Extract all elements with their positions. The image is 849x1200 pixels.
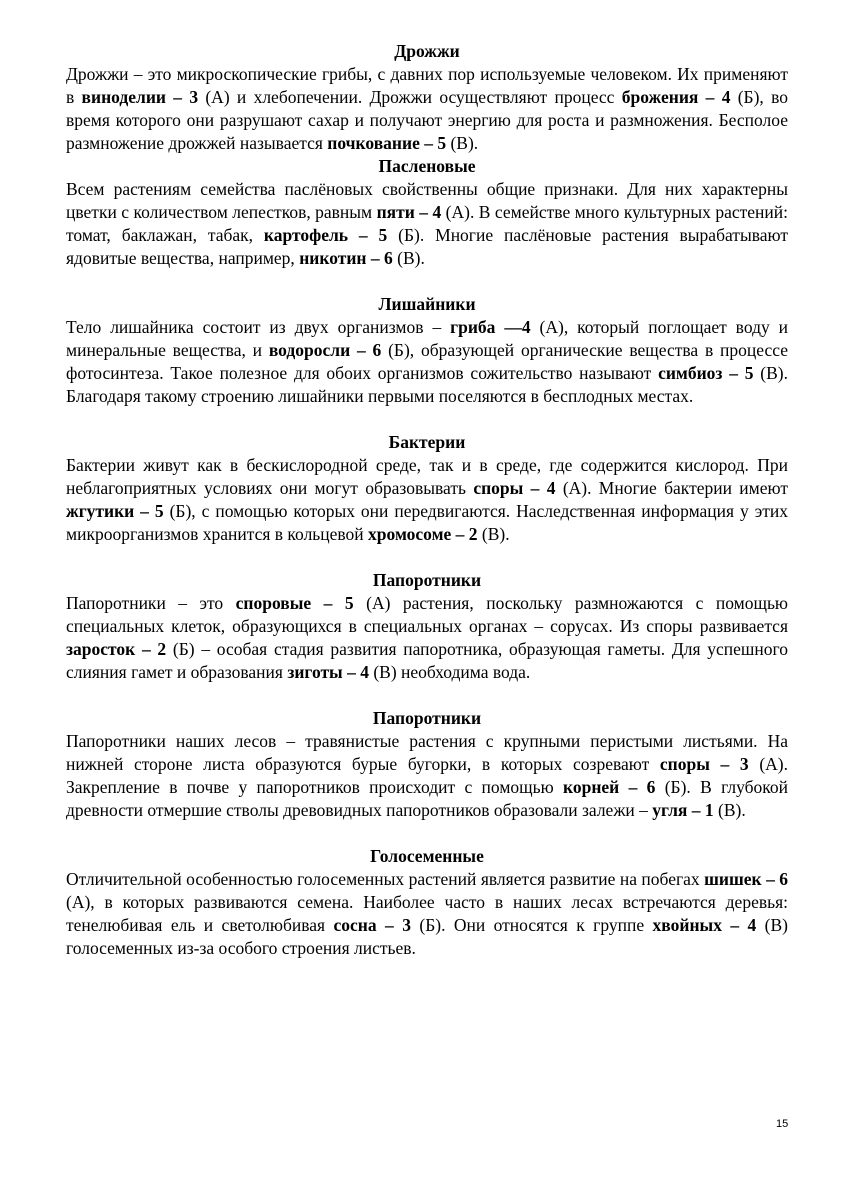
section-title: Дрожжи	[394, 41, 460, 61]
section-solanaceae	[66, 155, 788, 270]
section-gymnosperms	[66, 845, 788, 960]
section-ferns-1	[66, 569, 788, 684]
bold-term: угля – 1	[652, 800, 714, 820]
text-run: Тело лишайника состоит из двух организмов –	[66, 317, 451, 337]
section-lichens	[66, 293, 788, 408]
page-number: 15	[776, 1118, 789, 1130]
bold-term: шишек – 6	[704, 869, 789, 889]
text-run: (Б), с помощью которых они передвигаются. Наследственная информация у этих микроорганизмов хранится в кольцевой	[66, 501, 788, 544]
text-run: (А), который поглощает воду и минеральные вещества, и	[66, 317, 789, 360]
bold-term: брожения – 4	[621, 87, 731, 107]
text-run: (В). Благодаря такому строению лишайники первыми поселяются в бесплодных местах.	[66, 363, 788, 406]
text-run: Отличительной особенностью голосеменных растений является развитие на побегах	[66, 869, 705, 889]
text-run: Папоротники наших лесов – травянистые растения с крупными перистыми листьями. На нижней стороне листа образуются бурые бугорки, в которых созревают	[66, 731, 788, 774]
bold-term: споровые – 5	[235, 593, 354, 613]
section-text	[66, 592, 788, 684]
bold-term: споры – 3	[659, 754, 749, 774]
section-text	[66, 63, 788, 155]
text-run: (В).	[446, 133, 479, 153]
text-run: (А) и хлебопечении. Дрожжи осуществляют процесс	[198, 87, 622, 107]
text-run: (Б), образующей органические вещества в процессе фотосинтеза. Такое полезное для обоих организмов сожительство называют	[66, 340, 788, 383]
section-title: Папоротники	[372, 708, 482, 728]
bold-term: никотин – 6	[299, 248, 393, 268]
text-run: Дрожжи – это микроскопические грибы, с давних пор используемые человеком. Их применяют в	[66, 64, 788, 107]
section-yeast	[66, 40, 788, 155]
section-text	[66, 178, 788, 270]
bold-term: жгутики – 5	[66, 501, 164, 521]
text-run: (Б) – особая стадия развития папоротника, образующая гаметы. Для успешного слияния гамет и образования	[66, 639, 789, 682]
bold-term: симбиоз – 5	[658, 363, 754, 383]
section-title: Бактерии	[388, 432, 466, 452]
text-run: (В).	[477, 524, 510, 544]
section-title: Пасленовые	[378, 156, 476, 176]
section-text	[66, 454, 788, 546]
text-run: (Б), во время которого они разрушают сахар и получают энергию для роста и размножения. Бесполое размножение дрожжей называется	[66, 87, 788, 153]
bold-term: споры – 4	[473, 478, 556, 498]
text-run: Папоротники – это	[66, 593, 236, 613]
bold-term: почкование – 5	[327, 133, 447, 153]
section-title: Папоротники	[372, 570, 482, 590]
text-run: (А), в которых развиваются семена. Наиболее часто в наших лесах встречаются деревья: тенелюбивая ель и светолюбивая	[66, 892, 788, 935]
text-run: (В) голосеменных из-за особого строения листьев.	[66, 915, 789, 958]
bold-term: виноделии – 3	[81, 87, 199, 107]
bold-term: корней – 6	[563, 777, 656, 797]
section-title: Лишайники	[378, 294, 476, 314]
section-ferns-2	[66, 707, 788, 822]
bold-term: сосна – 3	[333, 915, 411, 935]
text-run: Бактерии живут как в бескислородной среде, так и в среде, где содержится кислород. При неблагоприятных условиях они могут образовывать	[66, 455, 788, 498]
text-run: (А). Закрепление в почве у папоротников происходит с помощью	[66, 754, 788, 797]
bold-term: водоросли – 6	[268, 340, 382, 360]
bold-term: хромосоме – 2	[368, 524, 478, 544]
section-title: Голосеменные	[370, 846, 484, 866]
text-run: (Б). Многие паслёновые растения вырабатывают ядовитые вещества, например,	[66, 225, 788, 268]
text-run: (А). В семействе много культурных растений: томат, баклажан, табак,	[66, 202, 788, 245]
text-run: (В).	[392, 248, 425, 268]
bold-term: картофель – 5	[263, 225, 388, 245]
bold-term: пяти – 4	[376, 202, 442, 222]
text-run: (В) необходима вода.	[368, 662, 531, 682]
section-text	[66, 868, 788, 960]
text-run: Всем растениям семейства паслёновых свойственны общие признаки. Для них характерны цветки с количеством лепестков, равным	[66, 179, 788, 222]
bold-term: гриба —4	[450, 317, 531, 337]
section-text	[66, 730, 788, 822]
text-run: (Б). В глубокой древности отмершие стволы древовидных папоротников образовали залежи –	[66, 777, 788, 820]
text-run: (А) растения, поскольку размножаются с помощью специальных клеток, образующихся в специальных органах – сорусах. Из споры развивается	[66, 593, 789, 636]
document-page	[66, 40, 788, 960]
bold-term: заросток – 2	[66, 639, 167, 659]
bold-term: зиготы – 4	[287, 662, 369, 682]
text-run: (А). Многие бактерии имеют	[555, 478, 788, 498]
section-bacteria	[66, 431, 788, 546]
text-run: (В).	[713, 800, 746, 820]
section-text	[66, 316, 788, 408]
text-run: (Б). Они относятся к группе	[410, 915, 653, 935]
bold-term: хвойных – 4	[652, 915, 757, 935]
